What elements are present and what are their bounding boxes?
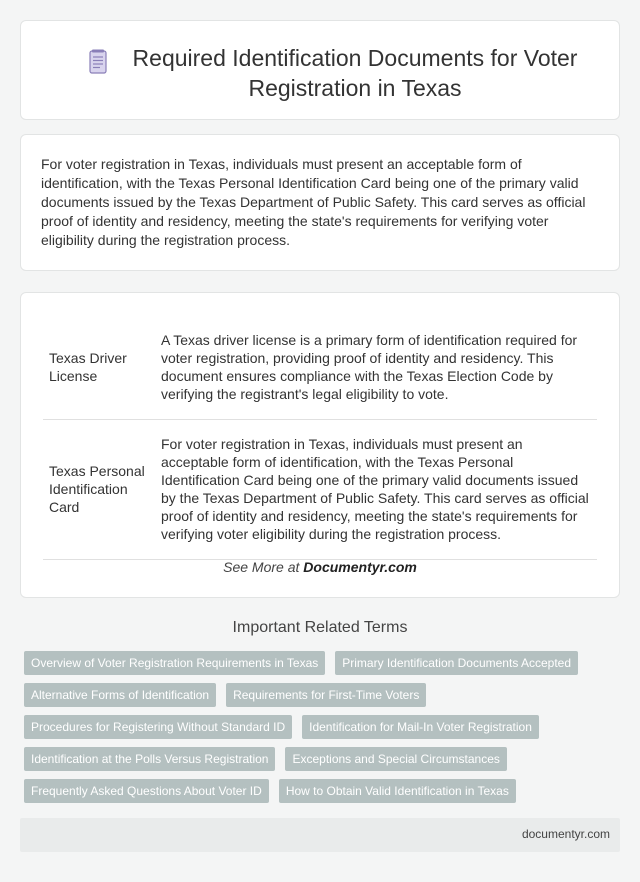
related-term-tag[interactable]: Primary Identification Documents Accepted <box>335 651 578 675</box>
tag-row <box>24 651 624 675</box>
documents-table <box>43 315 597 560</box>
related-term-tag[interactable]: Procedures for Registering Without Standard ID <box>24 715 292 739</box>
related-terms-title: Important Related Terms <box>232 619 408 636</box>
related-term-tag[interactable]: Requirements for First-Time Voters <box>226 683 426 707</box>
related-term-tag[interactable]: How to Obtain Valid Identification in Texas <box>279 779 516 803</box>
intro-card <box>20 134 620 271</box>
related-term-tag[interactable]: Frequently Asked Questions About Voter ID <box>24 779 269 803</box>
intro-text: For voter registration in Texas, individuals must present an acceptable form of identification, with the Texas Personal Identification Card being one of the primary valid documents issued by the Texas Department of Public Safety. This card serves as official proof of identity and residency, meeting the state's requirements for verifying voter eligibility during the registration process. <box>41 156 586 248</box>
tag-row <box>24 747 624 771</box>
page-title: Required Identification Documents for Voter Registration in Texas <box>132 45 578 101</box>
see-more-link[interactable] <box>21 559 619 575</box>
document-name: Texas Personal Identification Card <box>43 419 159 559</box>
related-terms-list <box>24 651 624 811</box>
document-description: For voter registration in Texas, individuals must present an acceptable form of identification, with the Texas Personal Identification Card being one of the primary valid documents issued by the Texas Department of Public Safety. This card serves as official proof of identity and residency, meeting the state's requirements for verifying voter eligibility during the registration process. <box>159 419 597 559</box>
tag-row <box>24 715 624 739</box>
tag-row <box>24 683 624 707</box>
table-row <box>43 315 597 419</box>
header-card <box>20 20 620 120</box>
related-term-tag[interactable]: Exceptions and Special Circumstances <box>285 747 506 771</box>
document-icon <box>87 49 109 75</box>
related-term-tag[interactable]: Alternative Forms of Identification <box>24 683 216 707</box>
related-term-tag[interactable]: Identification for Mail-In Voter Registration <box>302 715 539 739</box>
related-term-tag[interactable]: Identification at the Polls Versus Registration <box>24 747 275 771</box>
tag-row <box>24 779 624 803</box>
footer-bar <box>20 818 620 852</box>
related-term-tag[interactable]: Overview of Voter Registration Requirements in Texas <box>24 651 325 675</box>
see-more-site[interactable]: Documentyr.com <box>303 559 417 575</box>
documents-card <box>20 292 620 598</box>
document-description: A Texas driver license is a primary form of identification required for voter registration, providing proof of identity and residency. This document ensures compliance with the Texas Election Code by verifying the registrant's legal eligibility to vote. <box>159 315 597 419</box>
table-row <box>43 419 597 559</box>
footer-site-link[interactable]: documentyr.com <box>521 827 610 841</box>
see-more-prefix: See More at <box>223 559 304 575</box>
document-name: Texas Driver License <box>43 315 159 419</box>
